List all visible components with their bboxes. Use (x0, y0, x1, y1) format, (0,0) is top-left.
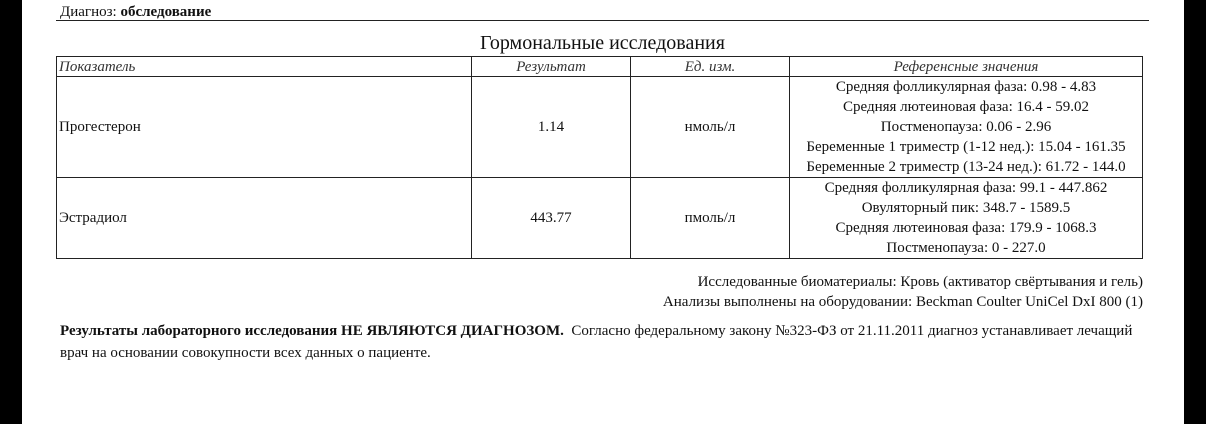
reference-line: Постменопауза: 0 - 227.0 (886, 240, 1046, 256)
header-unit: Ед. изм. (631, 57, 790, 77)
row-unit: пмоль/л (631, 178, 790, 259)
reference-line: Средняя лютеиновая фаза: 16.4 - 59.02 (843, 99, 1089, 115)
row-indicator: Прогестерон (57, 77, 472, 178)
row-reference (790, 77, 1143, 178)
diagnosis-label: Диагноз: (60, 4, 117, 20)
reference-line: Постменопауза: 0.06 - 2.96 (880, 119, 1052, 135)
header-divider (56, 20, 1149, 21)
section-title: Гормональные исследования (480, 32, 725, 54)
row-reference (790, 178, 1143, 259)
reference-line: Беременные 2 триместр (13-24 нед.): 61.72 - 144.0 (806, 159, 1126, 175)
diagnosis-value: обследование (120, 4, 212, 20)
reference-line: Овуляторный пик: 348.7 - 1589.5 (861, 200, 1071, 216)
reference-line: Средняя лютеиновая фаза: 179.9 - 1068.3 (835, 220, 1097, 236)
disclaimer (60, 320, 1160, 364)
reference-line: Средняя фолликулярная фаза: 0.98 - 4.83 (835, 79, 1097, 95)
diagnosis-line (60, 4, 211, 20)
row-result: 443.77 (472, 178, 631, 259)
document-page (22, 0, 1184, 424)
row-result: 1.14 (472, 77, 631, 178)
header-indicator: Показатель (57, 57, 472, 77)
row-unit: нмоль/л (631, 77, 790, 178)
disclaimer-bold: Результаты лабораторного исследования НЕ ЯВЛЯЮТСЯ ДИАГНОЗОМ. (60, 323, 564, 339)
footnotes (56, 272, 1143, 312)
results-table (56, 56, 1143, 259)
biomaterials-note: Исследованные биоматериалы: Кровь (активатор свёртывания и гель) (697, 274, 1143, 290)
reference-line: Беременные 1 триместр (1-12 нед.): 15.04 - 161.35 (806, 139, 1126, 155)
header-result: Результат (472, 57, 631, 77)
table-row (57, 77, 1143, 178)
equipment-note: Анализы выполнены на оборудовании: Beckman Coulter UniCel DxI 800 (1) (662, 294, 1143, 310)
disclaimer-text: Согласно федеральному закону №323-ФЗ от 21.11.2011 диагноз устанавливает лечащий врач на основании совокупности всех данных о пациенте. (60, 323, 1133, 361)
header-reference: Референсные значения (790, 57, 1143, 77)
table-header-row (57, 57, 1143, 77)
table-row (57, 178, 1143, 259)
row-indicator: Эстрадиол (57, 178, 472, 259)
reference-line: Средняя фолликулярная фаза: 99.1 - 447.862 (824, 180, 1108, 196)
